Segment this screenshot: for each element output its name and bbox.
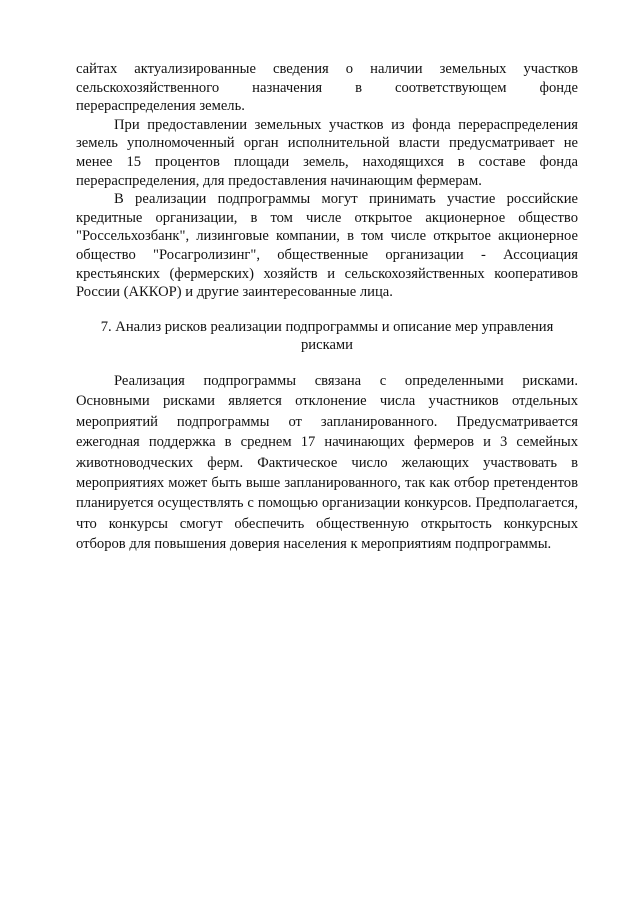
paragraph-risks: Реализация подпрограммы связана с определенными рисками. Основными рисками является отклонение числа участников отдельных мероприятий подпрограммы от запланированного. Предусматривается ежегодная поддержка в среднем 17 начинающих фермеров и 3 семейных животноводческих ферм. Фактическое число желающих участвовать в мероприятиях может быть выше запланированного, так как отбор претендентов планируется осуществлять с помощью организации конкурсов. Предполагается, что конкурсы смогут обеспечить общественную открытость конкурсных отборов для повышения доверия населения к мероприятиям подпрограммы. <box>76 372 578 553</box>
paragraph-land-fund: При предоставлении земельных участков из фонда перераспределения земель уполномоченный орган исполнительной власти предусматривает не менее 15 процентов площади земель, находящихся в составе фонда перераспределения, для предоставления начинающим фермерам. <box>76 116 578 189</box>
section-title: 7. Анализ рисков реализации подпрограммы и описание мер управления рисками <box>100 318 554 354</box>
paragraph-participants: В реализации подпрограммы могут принимать участие российские кредитные организации, в том числе открытое акционерное общество "Россельхозбанк", лизинговые компании, в том числе открытое акционерное общество "Росагролизинг", общественные организации - Ассоциация крестьянских (фермерских) хозяйств и сельскохозяйственных кооперативов России (АККОР) и другие заинтересованные лица. <box>76 191 578 301</box>
document-page <box>76 60 578 555</box>
paragraph-land-info: сайтах актуализированные сведения о наличии земельных участков сельскохозяйственного назначения в соответствующем фонде перераспределения земель. <box>76 61 578 115</box>
